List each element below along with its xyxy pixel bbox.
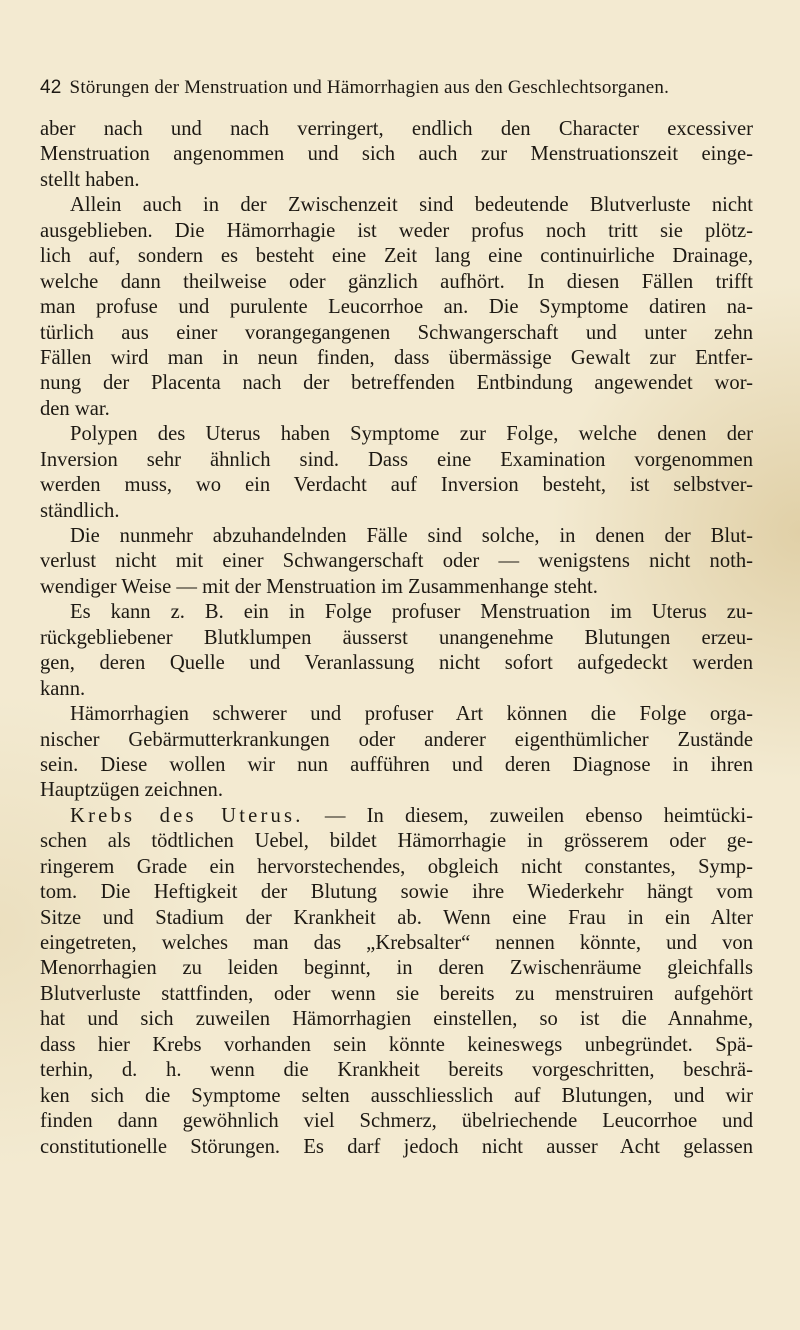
page-number: 42 <box>40 77 62 98</box>
paragraph-start-line: Hämorrhagien schwerer und profuser Art können die Folge orga- <box>70 703 753 726</box>
text-line: dass hier Krebs vorhanden sein könnte keineswegs unbegründet. Spä- <box>40 1033 753 1056</box>
text-line: verlust nicht mit einer Schwangerschaft oder — wenigstens nicht noth- <box>40 550 753 573</box>
text-line: sein. Diese wollen wir nun aufführen und deren Diagnose in ihren <box>40 753 753 776</box>
text-line: welche dann theilweise oder gänzlich aufhört. In diesen Fällen trifft <box>40 270 753 293</box>
text-line: aber nach und nach verringert, endlich den Character excessiver <box>40 118 753 140</box>
running-title: Störungen der Menstruation und Hämorrhagien aus den Geschlechtsorganen. <box>69 77 670 98</box>
running-header <box>40 76 760 100</box>
text-line: stellt haben. <box>40 168 140 191</box>
text-line: Menstruation angenommen und sich auch zur Menstruationszeit einge- <box>40 143 753 166</box>
paragraph-start-line: Die nunmehr abzuhandelnden Fälle sind solche, in denen der Blut- <box>70 525 753 547</box>
text-line: Hauptzügen zeichnen. <box>40 779 223 802</box>
text-line: kann. <box>40 677 86 700</box>
text-line: finden dann gewöhnlich viel Schmerz, übelriechende Leucorrhoe und <box>40 1110 753 1133</box>
body-text <box>40 117 753 1160</box>
text-line: wendiger Weise — mit der Menstruation im Zusammenhange steht. <box>40 575 598 598</box>
paragraph-start-line: Es kann z. B. ein in Folge profuser Menstruation im Uterus zu- <box>70 601 753 624</box>
text-line: Menorrhagien zu leiden beginnt, in deren Zwischenräume gleichfalls <box>40 957 753 980</box>
text-line: lich auf, sondern es besteht eine Zeit lang eine continuirliche Drainage, <box>40 245 753 268</box>
section-heading-rest: — In diesem, zuweilen ebenso heimtücki- <box>303 804 753 827</box>
section-heading-line <box>40 804 753 829</box>
text-line: nischer Gebärmutterkrankungen oder anderer eigenthümlicher Zustände <box>40 728 753 751</box>
text-line: Sitze und Stadium der Krankheit ab. Wenn eine Frau in ein Alter <box>40 906 753 929</box>
text-line: werden muss, wo ein Verdacht auf Inversion besteht, ist selbstver- <box>40 474 753 497</box>
paragraph-start-line: Allein auch in der Zwischenzeit sind bedeutende Blutverluste nicht <box>70 194 753 217</box>
text-line: ständlich. <box>40 499 120 522</box>
text-line: man profuse und purulente Leucorrhoe an. Die Symptome datiren na- <box>40 296 753 319</box>
text-line: ken sich die Symptome selten ausschliesslich auf Blutungen, und wir <box>40 1084 753 1107</box>
text-line: hat und sich zuweilen Hämorrhagien einstellen, so ist die Annahme, <box>40 1008 753 1031</box>
text-line: tom. Die Heftigkeit der Blutung sowie ihre Wiederkehr hängt vom <box>40 881 753 904</box>
text-line: rückgebliebener Blutklumpen äusserst unangenehme Blutungen erzeu- <box>40 626 753 649</box>
text-line: Inversion sehr ähnlich sind. Dass eine Examination vorgenommen <box>40 448 753 471</box>
text-line: ringerem Grade ein hervorstechendes, obgleich nicht constantes, Symp- <box>40 855 753 878</box>
text-line: Blutverluste stattfinden, oder wenn sie bereits zu menstruiren aufgehört <box>40 982 753 1005</box>
text-line: den war. <box>40 397 110 420</box>
text-line: schen als tödtlichen Uebel, bildet Hämorrhagie in grösserem oder ge- <box>40 830 753 853</box>
section-heading: Krebs des Uterus. <box>70 804 304 827</box>
text-line: eingetreten, welches man das „Krebsalter“ nennen könnte, und von <box>40 932 753 954</box>
text-line: Fällen wird man in neun finden, dass übermässige Gewalt zur Entfer- <box>40 346 753 369</box>
text-line: ausgeblieben. Die Hämorrhagie ist weder profus noch tritt sie plötz- <box>40 219 753 242</box>
text-line: gen, deren Quelle und Veranlassung nicht sofort aufgedeckt werden <box>40 652 753 675</box>
paragraph-start-line: Polypen des Uterus haben Symptome zur Folge, welche denen der <box>70 423 753 446</box>
text-line: nung der Placenta nach der betreffenden Entbindung angewendet wor- <box>40 372 753 395</box>
text-line: constitutionelle Störungen. Es darf jedoch nicht ausser Acht gelassen <box>40 1135 753 1158</box>
text-line: türlich aus einer vorangegangenen Schwangerschaft und unter zehn <box>40 321 753 344</box>
text-line: terhin, d. h. wenn die Krankheit bereits vorgeschritten, beschrä- <box>40 1059 753 1082</box>
